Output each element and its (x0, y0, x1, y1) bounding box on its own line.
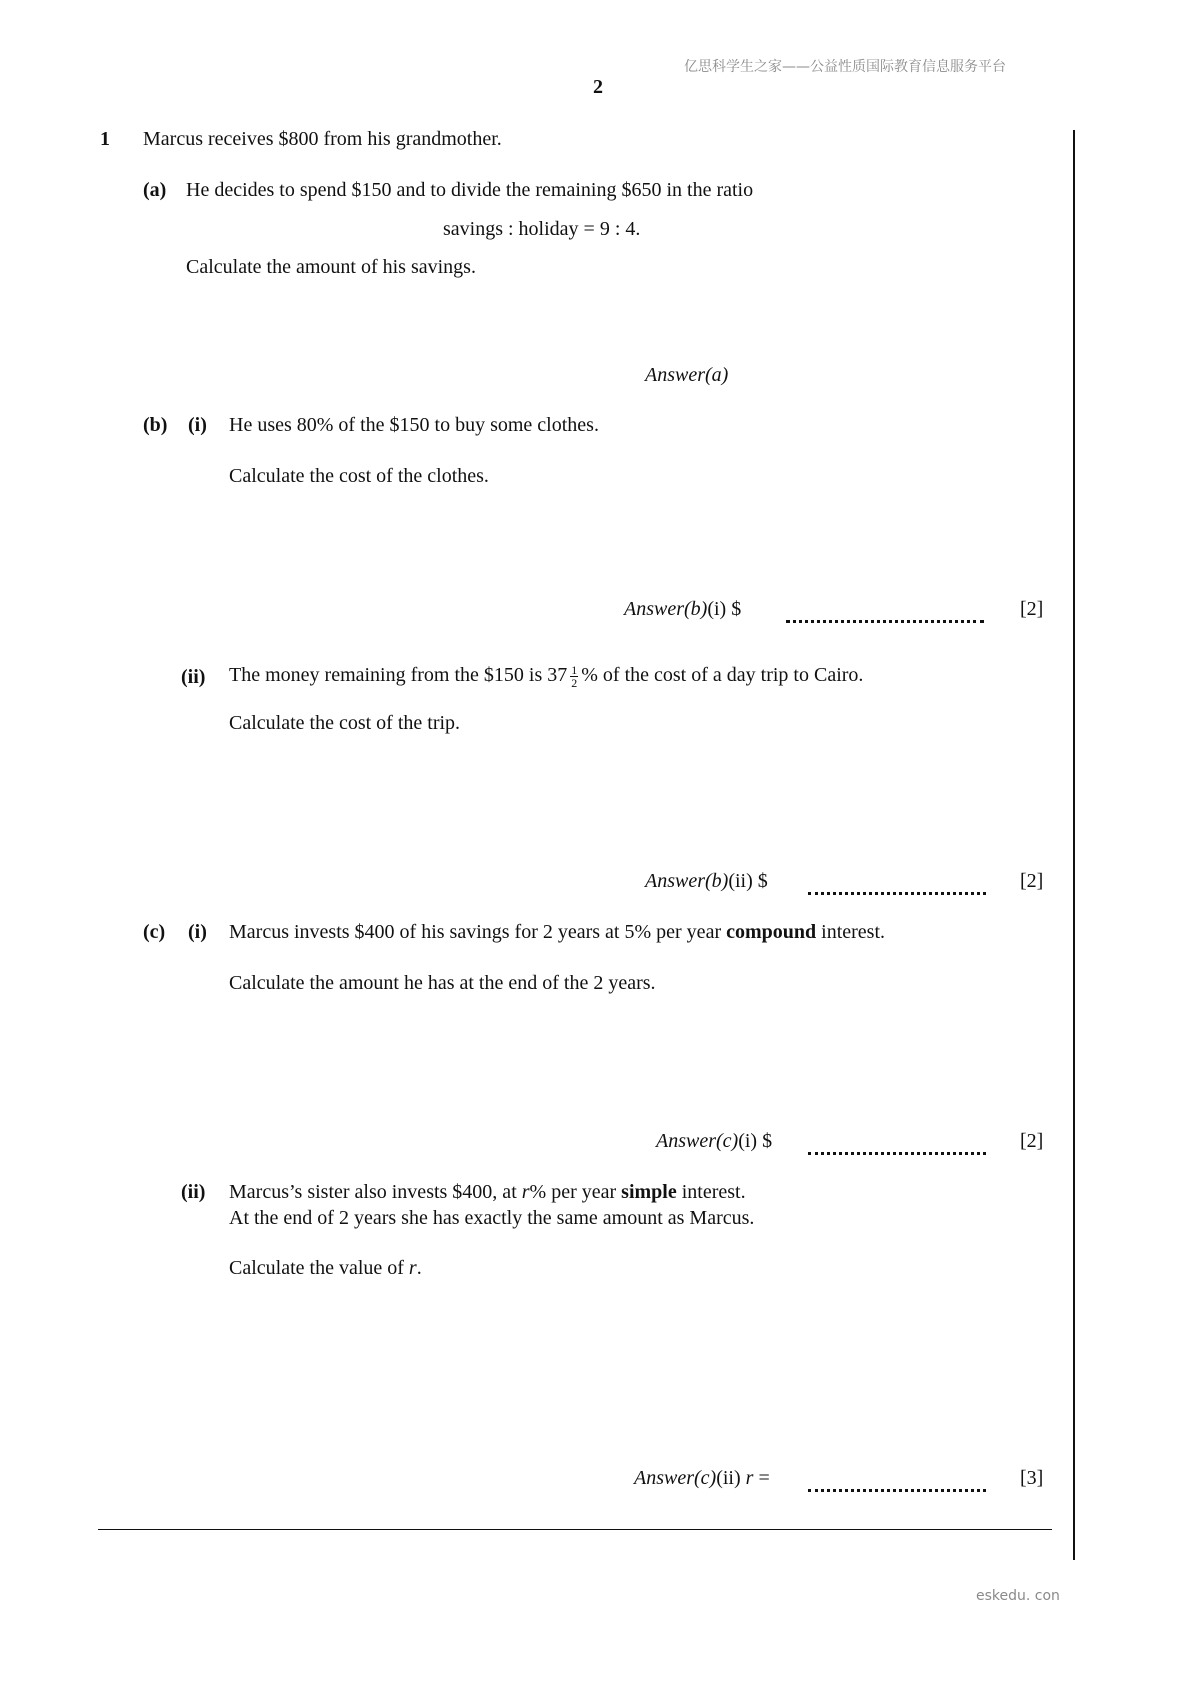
part-b-i-label: (i) (188, 414, 207, 436)
part-b-label: (b) (143, 414, 168, 436)
fraction-numerator: 1 (571, 663, 578, 677)
part-a-instruction: Calculate the amount of his savings. (186, 256, 476, 278)
part-b-ii-instruction: Calculate the cost of the trip. (229, 712, 461, 734)
text-bold: simple (621, 1181, 677, 1203)
watermark-header: 亿思科学生之家——公益性质国际教育信息服务平台 (684, 59, 1006, 75)
part-b-ii-marks: [2] (1020, 870, 1044, 892)
text-before: Marcus invests $400 of his savings for 2 years at 5% per year (229, 921, 727, 943)
text-mid: % per year (529, 1181, 622, 1203)
part-c-label: (c) (143, 921, 166, 943)
part-c-ii-instruction (229, 1257, 422, 1280)
fraction-denominator: 2 (571, 676, 578, 690)
text-after: interest. (676, 1181, 746, 1203)
text-before: The money remaining from the $150 is 37 (229, 664, 568, 687)
text-before: Marcus’s sister also invests $400, at (229, 1181, 522, 1203)
question-end-divider (98, 1529, 1052, 1530)
part-b-i-marks: [2] (1020, 598, 1044, 620)
part-c-ii-line2: At the end of 2 years she has exactly the same amount as Marcus. (229, 1207, 755, 1229)
page-number: 2 (593, 76, 603, 98)
answer-label-italic: Answer(c) (656, 1130, 739, 1152)
part-b-i-answer-line[interactable] (786, 608, 984, 623)
part-b-i-text: He uses 80% of the $150 to buy some clothes. (229, 414, 599, 436)
fraction-one-half (570, 664, 578, 689)
variable-r: r (521, 1181, 530, 1203)
part-a-label: (a) (143, 179, 167, 201)
question-stem: Marcus receives $800 from his grandmother. (143, 128, 502, 150)
part-b-ii-text (229, 664, 863, 689)
text-after: % of the cost of a day trip to Cairo. (581, 664, 864, 687)
part-b-i-answer-label (624, 598, 741, 621)
part-c-i-instruction: Calculate the amount he has at the end of the 2 years. (229, 972, 656, 994)
part-c-ii-label: (ii) (181, 1181, 206, 1203)
footer-site: eskedu. con (976, 1588, 1060, 1604)
part-c-i-answer-line[interactable] (808, 1140, 986, 1155)
part-a-answer-label: Answer(a) (645, 364, 729, 386)
text-after: . (416, 1257, 422, 1279)
answer-label-rest: (i) $ (738, 1130, 773, 1152)
part-c-i-label: (i) (188, 921, 207, 943)
variable-r: r (745, 1467, 754, 1489)
answer-label-rest: (ii) (716, 1467, 746, 1489)
right-margin-line (1073, 130, 1075, 1560)
part-c-i-answer-label (656, 1130, 772, 1153)
answer-label-italic: Answer(b) (624, 598, 708, 620)
part-c-i-text (229, 921, 885, 944)
question-number: 1 (100, 128, 110, 150)
text-bold: compound (726, 921, 817, 943)
part-a-ratio: savings : holiday = 9 : 4. (443, 218, 641, 240)
text-before: Calculate the value of (229, 1257, 409, 1279)
answer-label-italic: Answer(c) (634, 1467, 717, 1489)
part-b-i-instruction: Calculate the cost of the clothes. (229, 465, 489, 487)
variable-r: r (408, 1257, 417, 1279)
part-a-text: He decides to spend $150 and to divide the remaining $650 in the ratio (186, 179, 754, 201)
answer-label-italic: Answer(b) (645, 870, 729, 892)
answer-label-rest: (i) $ (707, 598, 742, 620)
part-c-i-marks: [2] (1020, 1130, 1044, 1152)
part-b-ii-answer-line[interactable] (808, 880, 986, 895)
part-c-ii-line1 (229, 1181, 746, 1204)
part-c-ii-answer-line[interactable] (808, 1477, 986, 1492)
equals-sign: = (753, 1467, 770, 1489)
part-c-ii-answer-label (634, 1467, 770, 1490)
answer-label-rest: (ii) $ (728, 870, 768, 892)
part-b-ii-answer-label (645, 870, 768, 893)
part-c-ii-marks: [3] (1020, 1467, 1044, 1489)
part-b-ii-label: (ii) (181, 666, 206, 688)
text-after: interest. (816, 921, 886, 943)
